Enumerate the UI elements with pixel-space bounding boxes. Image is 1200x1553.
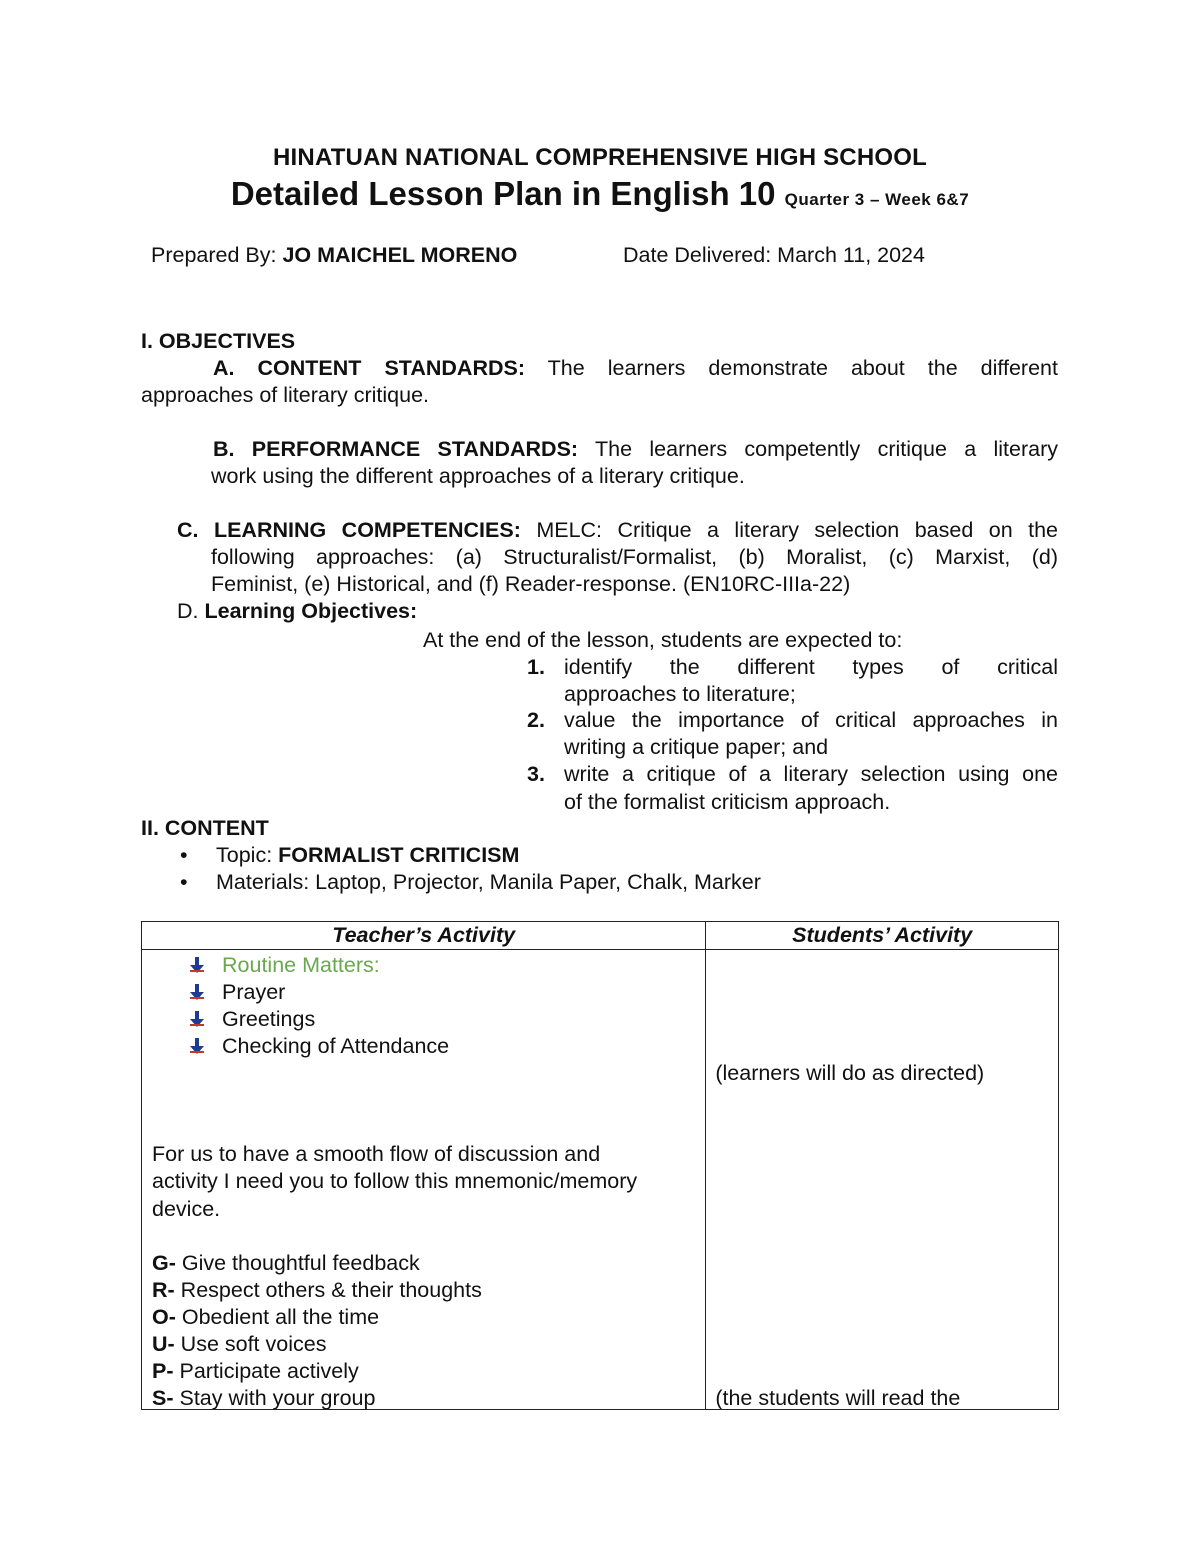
topic-item: [180, 842, 519, 869]
objective-number-2: 2.: [527, 708, 545, 732]
learning-objectives-label: Learning Objectives:: [204, 599, 418, 623]
bullet-icon: •: [180, 843, 188, 867]
students-activity-cell: [706, 950, 1059, 1411]
learning-competencies-line1: [177, 517, 1058, 544]
school-name: HINATUAN NATIONAL COMPREHENSIVE HIGH SCHOOL: [273, 144, 927, 171]
date-delivered: [623, 242, 925, 269]
prepared-label: Prepared By:: [151, 243, 277, 267]
prepared-by: [151, 242, 517, 269]
objective-1-line1: identify the different types of critical: [564, 655, 1058, 679]
mnemonic-text: Respect others & their thoughts: [180, 1278, 482, 1302]
mnemonic-text: Use soft voices: [180, 1332, 327, 1356]
objectives-heading: I. OBJECTIVES: [141, 329, 296, 353]
prepared-name: JO MAICHEL MORENO: [282, 243, 518, 267]
performance-standards-text: The learners competently critique a literary: [595, 437, 1059, 461]
routine-matters-label: Routine Matters:: [222, 953, 380, 977]
objective-number-1: 1.: [527, 655, 545, 679]
mnemonic-letter: P-: [152, 1359, 174, 1383]
materials-item: [180, 869, 761, 896]
mnemonic-letter: G-: [152, 1251, 176, 1275]
objectives-intro: At the end of the lesson, students are expected to:: [423, 628, 903, 652]
content-standards-label: A. CONTENT STANDARDS:: [213, 356, 525, 380]
mnemonic-text: Stay with your group: [179, 1386, 376, 1410]
mnemonic-item: [152, 1250, 420, 1277]
routine-item: [188, 1006, 315, 1033]
learning-competencies-text: MELC: Critique a literary selection based on the: [536, 518, 1058, 542]
content-standards-text: The learners demonstrate about the different: [547, 356, 1058, 380]
mnemonic-letter: R-: [152, 1278, 175, 1302]
mnemonic-letter: O-: [152, 1305, 176, 1329]
mnemonic-item: [152, 1304, 379, 1331]
routine-greetings: Greetings: [222, 1007, 316, 1031]
topic-value: FORMALIST CRITICISM: [278, 843, 520, 867]
objective-3-line1: write a critique of a literary selection using one: [564, 762, 1058, 786]
content-standards-line2: approaches of literary critique.: [141, 383, 430, 407]
objective-1-line2: approaches to literature;: [564, 682, 796, 706]
flow-line-3: device.: [152, 1197, 221, 1221]
flow-line-1: For us to have a smooth flow of discussion and: [152, 1142, 601, 1166]
activity-table: [141, 921, 1059, 1410]
flow-line-2: activity I need you to follow this mnemonic/memory: [152, 1169, 638, 1193]
routine-item: [188, 952, 380, 979]
mnemonic-text: Obedient all the time: [181, 1305, 380, 1329]
table-row: [142, 950, 1059, 1411]
performance-standards-line2: work using the different approaches of a literary critique.: [211, 464, 745, 488]
lesson-title: [0, 174, 1200, 220]
arrow-down-bullet-icon: [188, 1037, 206, 1055]
bullet-icon: •: [180, 870, 188, 894]
student-response-1: (learners will do as directed): [715, 1061, 985, 1085]
learning-objectives-prefix: D.: [177, 599, 199, 623]
routine-item: [188, 1033, 449, 1060]
mnemonic-letter: S-: [152, 1386, 174, 1410]
mnemonic-item: [152, 1331, 326, 1358]
student-response-2: (the students will read the: [715, 1386, 961, 1410]
students-activity-header: Students’ Activity: [706, 922, 1059, 950]
routine-prayer: Prayer: [222, 980, 286, 1004]
objective-number-3: 3.: [527, 762, 545, 786]
date-label: Date Delivered:: [623, 243, 772, 267]
content-heading: II. CONTENT: [141, 816, 269, 840]
mnemonic-item: [152, 1385, 375, 1412]
performance-standards-label: B. PERFORMANCE STANDARDS:: [213, 437, 579, 461]
learning-competencies-line2: following approaches: (a) Structuralist/Formalist, (b) Moralist, (c) Marxist, (d): [211, 545, 1058, 569]
table-header-row: [142, 922, 1059, 950]
learning-competencies-line3: Feminist, (e) Historical, and (f) Reader-response. (EN10RC-IIIa-22): [211, 572, 851, 596]
mnemonic-letter: U-: [152, 1332, 175, 1356]
mnemonic-text: Give thoughtful feedback: [181, 1251, 420, 1275]
performance-standards-line1: [213, 436, 1058, 463]
objective-2-line2: writing a critique paper; and: [564, 735, 829, 759]
topic-label: Topic:: [216, 843, 273, 867]
arrow-down-bullet-icon: [188, 983, 206, 1001]
quarter-week: Quarter 3 – Week 6&7: [784, 190, 970, 209]
title-main: Detailed Lesson Plan in English 10: [230, 175, 776, 212]
date-value: March 11, 2024: [777, 243, 925, 267]
mnemonic-text: Participate actively: [179, 1359, 359, 1383]
learning-objectives-heading: [177, 598, 417, 625]
routine-item: [188, 979, 285, 1006]
teacher-activity-header: Teacher’s Activity: [142, 922, 706, 950]
objective-3-line2: of the formalist criticism approach.: [564, 790, 891, 814]
mnemonic-item: [152, 1358, 359, 1385]
table-bottom-border: [141, 1409, 1059, 1410]
routine-attendance: Checking of Attendance: [222, 1034, 450, 1058]
teacher-activity-cell: [142, 950, 706, 1411]
arrow-down-bullet-icon: [188, 1010, 206, 1028]
arrow-down-bullet-icon: [188, 956, 206, 974]
content-standards-line1: [213, 355, 1058, 382]
objective-2-line1: value the importance of critical approaches in: [564, 708, 1058, 732]
mnemonic-item: [152, 1277, 482, 1304]
materials-text: Materials: Laptop, Projector, Manila Paper, Chalk, Marker: [216, 870, 761, 894]
learning-competencies-label: C. LEARNING COMPETENCIES:: [177, 518, 521, 542]
